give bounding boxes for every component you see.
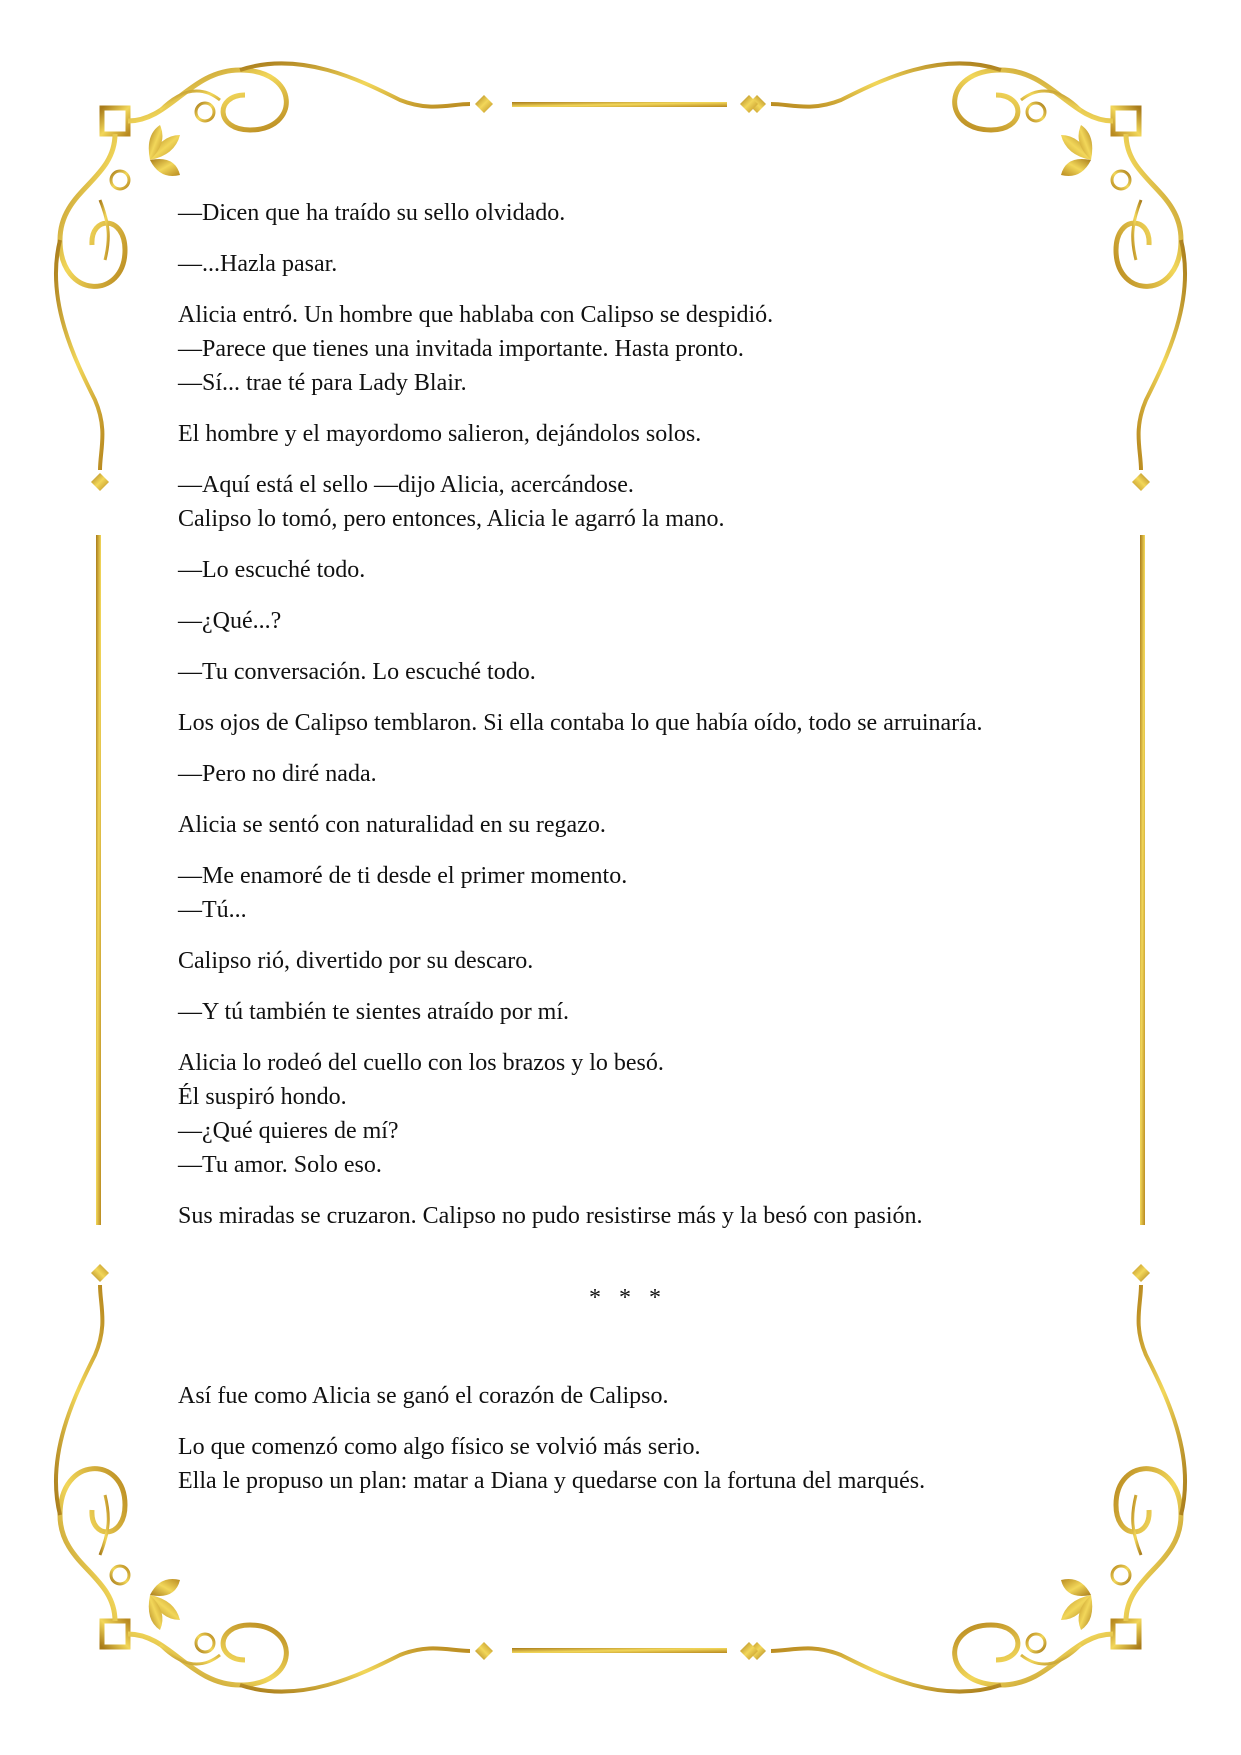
paragraph [178,196,1058,230]
paragraph [178,417,1058,451]
text-line: —Aquí está el sello —dijo Alicia, acercándose. [178,472,634,498]
paragraph [178,604,1058,638]
paragraph [178,655,1058,689]
paragraph [178,1046,1058,1182]
text-line: —Lo escuché todo. [178,557,366,583]
text-line: —Parece que tienes una invitada importante. Hasta pronto. [178,336,744,362]
paragraph [178,1199,1058,1233]
paragraph [178,298,1058,400]
text-line: Él suspiró hondo. [178,1084,347,1110]
paragraph [178,995,1058,1029]
text-line: Alicia entró. Un hombre que hablaba con Calipso se despidió. [178,302,774,328]
paragraph [178,859,1058,927]
text-line: —¿Qué quieres de mí? [178,1118,399,1144]
text-line: Alicia lo rodeó del cuello con los brazos y lo besó. [178,1050,664,1076]
text-line: —Dicen que ha traído su sello olvidado. [178,200,566,226]
paragraphs-bottom [178,1379,1058,1498]
text-line: —Y tú también te sientes atraído por mí. [178,999,570,1025]
text-line: —Pero no diré nada. [178,761,377,787]
text-line: Calipso lo tomó, pero entonces, Alicia le agarró la mano. [178,506,725,532]
text-line: Así fue como Alicia se ganó el corazón de Calipso. [178,1383,669,1409]
paragraph [178,1379,1058,1413]
text-line: —...Hazla pasar. [178,251,338,277]
text-line: El hombre y el mayordomo salieron, dejándolos solos. [178,421,702,447]
paragraph [178,706,1058,740]
text-line: Calipso rió, divertido por su descaro. [178,948,534,974]
paragraph [178,468,1058,536]
paragraph [178,808,1058,842]
text-line: —¿Qué...? [178,608,282,634]
section-divider: * * * [589,1285,667,1311]
text-line: Los ojos de Calipso temblaron. Si ella contaba lo que había oído, todo se arruinaría. [178,710,983,736]
story-text [178,196,1058,1515]
paragraph [178,757,1058,791]
paragraph [178,247,1058,281]
text-line: Ella le propuso un plan: matar a Diana y quedarse con la fortuna del marqués. [178,1468,926,1494]
text-line: —Tu conversación. Lo escuché todo. [178,659,536,685]
text-line: —Me enamoré de ti desde el primer momento. [178,863,628,889]
text-line: Sus miradas se cruzaron. Calipso no pudo resistirse más y la besó con pasión. [178,1203,923,1229]
text-line: —Sí... trae té para Lady Blair. [178,370,467,396]
paragraph [178,944,1058,978]
text-line: Alicia se sentó con naturalidad en su regazo. [178,812,606,838]
text-line: —Tú... [178,897,247,923]
text-line: Lo que comenzó como algo físico se volvió más serio. [178,1434,701,1460]
text-line: —Tu amor. Solo eso. [178,1152,382,1178]
paragraphs-top [178,196,1058,1233]
paragraph [178,1430,1058,1498]
paragraph [178,553,1058,587]
